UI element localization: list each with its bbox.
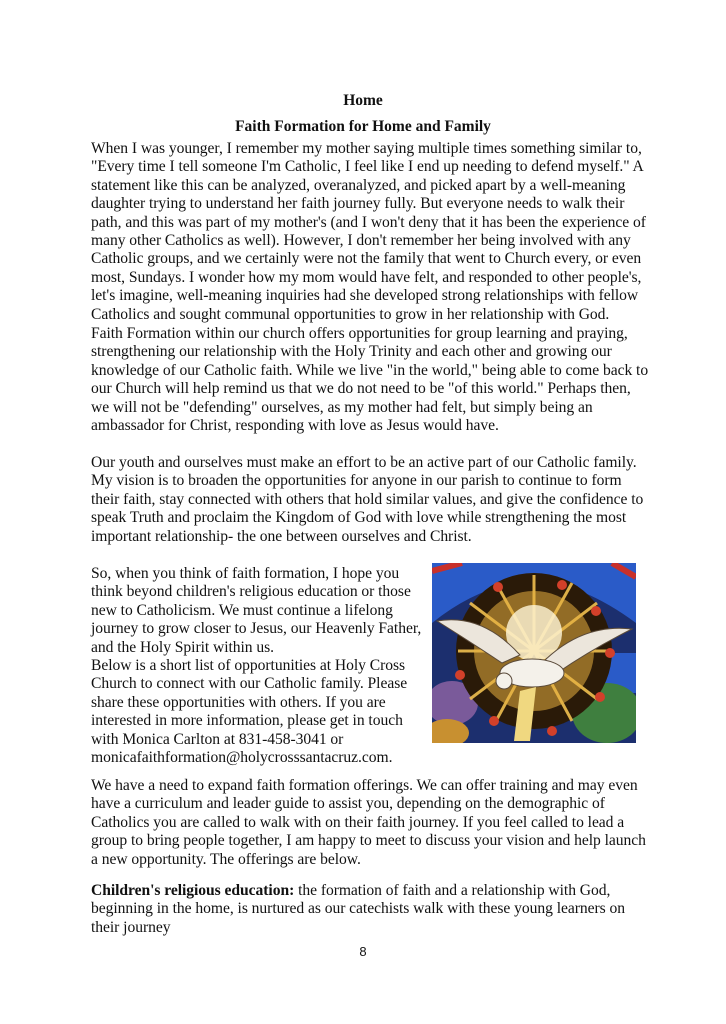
offering-label: Children's religious education: bbox=[91, 882, 295, 899]
paragraph-3: Our youth and ourselves must make an effort to be an active part of our Catholic family. My vision is to broaden the opportunities for anyone in our parish to continue to form their faith, stay connected with others that hold similar values, and give the confidence to speak Truth and proclaim the Kingdom of God with love while strengthening the most important relationship- the one between ourselves and Christ. bbox=[91, 454, 644, 545]
paragraph-4: So, when you think of faith formation, I hope you think beyond children's religious education or those new to Catholicism. We must continue a lifelong journey to grow closer to Jesus, our Heavenly Father, and the Holy Spirit within us. bbox=[91, 565, 422, 656]
section-title: Home bbox=[343, 92, 383, 109]
paragraph-1: When I was younger, I remember my mother saying multiple times something similar to, "Every time I tell someone I'm Catholic, I feel like I end up needing to defend myself." A statement like this can be analyzed, overanalyzed, and picked apart by a well-meaning daughter trying to understand her faith journey fully. But everyone needs to walk their path, and this was part of my mother's (and I won't deny that it has been the experience of many other Catholics as well). However, I don't remember her being involved with any Catholic groups, and we certainly were not the family that went to Church every, or even most, Sundays. I wonder how my mom would have felt, and responded to other people's, let's imagine, well-meaning inquiries had she developed strong relationships with fellow Catholics and sought communal opportunities to grow in her relationship with God. bbox=[91, 140, 646, 323]
offering-children-religious-education bbox=[91, 882, 651, 937]
paragraph-2: Faith Formation within our church offers opportunities for group learning and praying, strengthening our relationship with the Holy Trinity and each other and growing our knowledge of our Catholic faith. While we live "in the world," being able to come back to our Church will help remind us that we do not need to be "of this world." Perhaps then, we will not be "defending" ourselves, as my mother had felt, but simply being an ambassador for Christ, responding with love as Jesus would have. bbox=[91, 325, 649, 435]
offering-text: the formation of faith and a relationship with God, beginning in the home, is nurtured as our catechists walk with these young learners on their journey bbox=[91, 882, 625, 936]
article-title: Faith Formation for Home and Family bbox=[235, 118, 491, 135]
paragraph-5: Below is a short list of opportunities at Holy Cross Church to connect with our Catholic family. Please share these opportunities with others. If you are interested in more information, please get in touch with Monica Carlton at 831-458-3041 or monicafaithformation@holycrosssantacruz.com. bbox=[91, 657, 408, 767]
stained-glass-dove-image bbox=[432, 563, 636, 743]
dove-icon bbox=[432, 563, 636, 743]
page-number: 8 bbox=[359, 944, 367, 959]
paragraph-6: We have a need to expand faith formation offerings. We can offer training and may even have a curriculum and leader guide to assist you, depending on the demographic of Catholics you are called to walk with on their faith journey. If you feel called to lead a group to bring people together, I am happy to meet to discuss your vision and help launch a new opportunity. The offerings are below. bbox=[91, 777, 646, 868]
